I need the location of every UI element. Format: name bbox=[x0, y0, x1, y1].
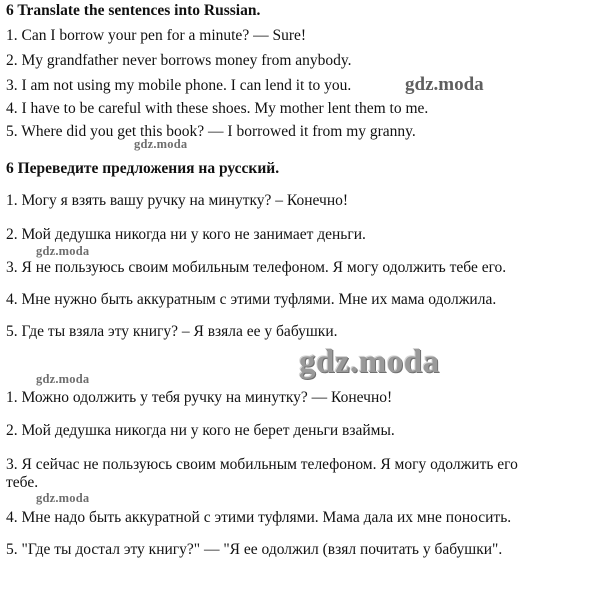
russian1-item-4: 4. Мне нужно быть аккуратным с этими туфлями. Мне их мама одолжила. bbox=[6, 291, 497, 308]
english-heading: 6 Translate the sentences into Russian. bbox=[6, 2, 261, 19]
russian2-item-3-continued: тебе. bbox=[6, 474, 39, 491]
watermark-small-1: gdz.moda bbox=[134, 137, 188, 151]
russian1-item-2: 2. Мой дедушка никогда ни у кого не занимает деньги. bbox=[6, 226, 366, 243]
english-item-3: 3. I am not using my mobile phone. I can lend it to you. bbox=[6, 77, 352, 94]
russian2-item-1: 1. Можно одолжить у тебя ручку на минутку? — Конечно! bbox=[6, 389, 393, 406]
english-item-4: 4. I have to be careful with these shoes. My mother lent them to me. bbox=[6, 100, 429, 117]
english-item-2: 2. My grandfather never borrows money from anybody. bbox=[6, 52, 352, 69]
watermark-medium: gdz.moda bbox=[405, 74, 484, 95]
russian2-item-4: 4. Мне надо быть аккуратной с этими туфлями. Мама дала их мне поносить. bbox=[6, 509, 512, 526]
russian1-item-1: 1. Могу я взять вашу ручку на минутку? – Конечно! bbox=[6, 192, 349, 209]
english-item-1: 1. Can I borrow your pen for a minute? — Sure! bbox=[6, 27, 307, 44]
english-item-5: 5. Where did you get this book? — I borrowed it from my granny. bbox=[6, 123, 416, 140]
russian-heading: 6 Переведите предложения на русский. bbox=[6, 160, 280, 177]
russian1-item-5: 5. Где ты взяла эту книгу? – Я взяла ее у бабушки. bbox=[6, 323, 338, 340]
watermark-large: gdz.moda bbox=[299, 344, 440, 380]
russian2-item-2: 2. Мой дедушка никогда ни у кого не берет деньги взаймы. bbox=[6, 422, 395, 439]
russian2-item-5: 5. "Где ты достал эту книгу?" — "Я ее одолжил (взял почитать у бабушки". bbox=[6, 541, 503, 558]
watermark-small-3: gdz.moda bbox=[36, 372, 90, 386]
russian2-item-3: 3. Я сейчас не пользуюсь своим мобильным телефоном. Я могу одолжить его bbox=[6, 456, 518, 473]
russian1-item-3: 3. Я не пользуюсь своим мобильным телефоном. Я могу одолжить тебе его. bbox=[6, 259, 507, 276]
watermark-small-4: gdz.moda bbox=[36, 491, 90, 505]
watermark-small-2: gdz.moda bbox=[36, 244, 90, 258]
